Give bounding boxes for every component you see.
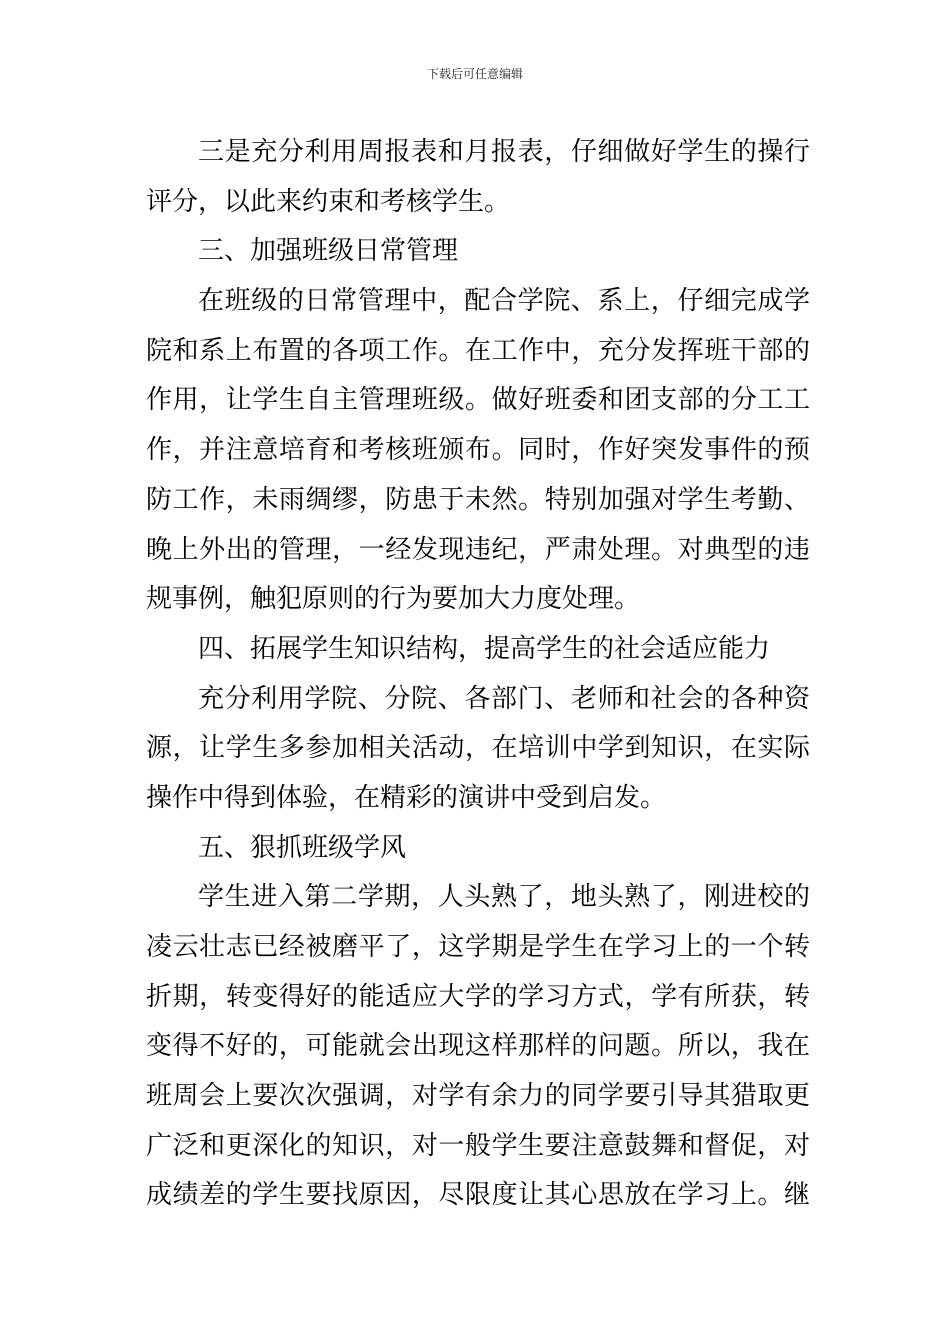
text-line: 三是充分利用周报表和月报表，仔细做好学生的操行 [198,137,810,167]
text-line: 源，让学生多参加相关活动，在培训中学到知识，在实际 [146,733,810,764]
text-line: 操作中得到体验，在精彩的演讲中受到启发。 [146,782,667,813]
text-line: 广泛和更深化的知识，对一般学生要注意鼓舞和督促，对 [146,1130,810,1161]
text-line: 在班级的日常管理中，配合学院、系上，仔细完成学 [198,286,810,317]
text-line: 规事例，触犯原则的行为要加大力度处理。 [146,584,641,615]
text-line: 凌云壮志已经被磨平了，这学期是学生在学习上的一个转 [146,932,810,962]
page-header: 下载后可任意编辑 [426,67,523,81]
text-line: 班周会上要次次强调，对学有余力的同学要引导其猎取更 [146,1081,810,1112]
text-line: 成绩差的学生要找原因，尽限度让其心思放在学习上。继 [146,1180,810,1211]
text-line: 防工作，未雨绸缪，防患于未然。特别加强对学生考勤、 [146,484,810,515]
document-body [146,128,810,1221]
text-line: 院和系上布置的各项工作。在工作中，充分发挥班干部的 [146,335,810,366]
section-heading: 三、加强班级日常管理 [198,236,459,267]
section-heading: 五、狠抓班级学风 [198,832,407,863]
section-heading: 四、拓展学生知识结构，提高学生的社会适应能力 [198,633,771,664]
text-line: 晚上外出的管理，一经发现违纪，严肃处理。对典型的违 [146,534,810,565]
text-line: 折期，转变得好的能适应大学的学习方式，学有所获，转 [146,981,810,1012]
text-line: 作，并注意培育和考核班颁布。同时，作好突发事件的预 [146,435,810,466]
text-line: 充分利用学院、分院、各部门、老师和社会的各种资 [198,683,810,714]
text-line: 评分，以此来约束和考核学生。 [146,186,511,217]
text-line: 学生进入第二学期，人头熟了，地头熟了，刚进校的 [198,882,810,913]
text-line: 变得不好的，可能就会出现这样那样的问题。所以，我在 [146,1031,810,1062]
text-line: 作用，让学生自主管理班级。做好班委和团支部的分工工 [146,385,810,416]
